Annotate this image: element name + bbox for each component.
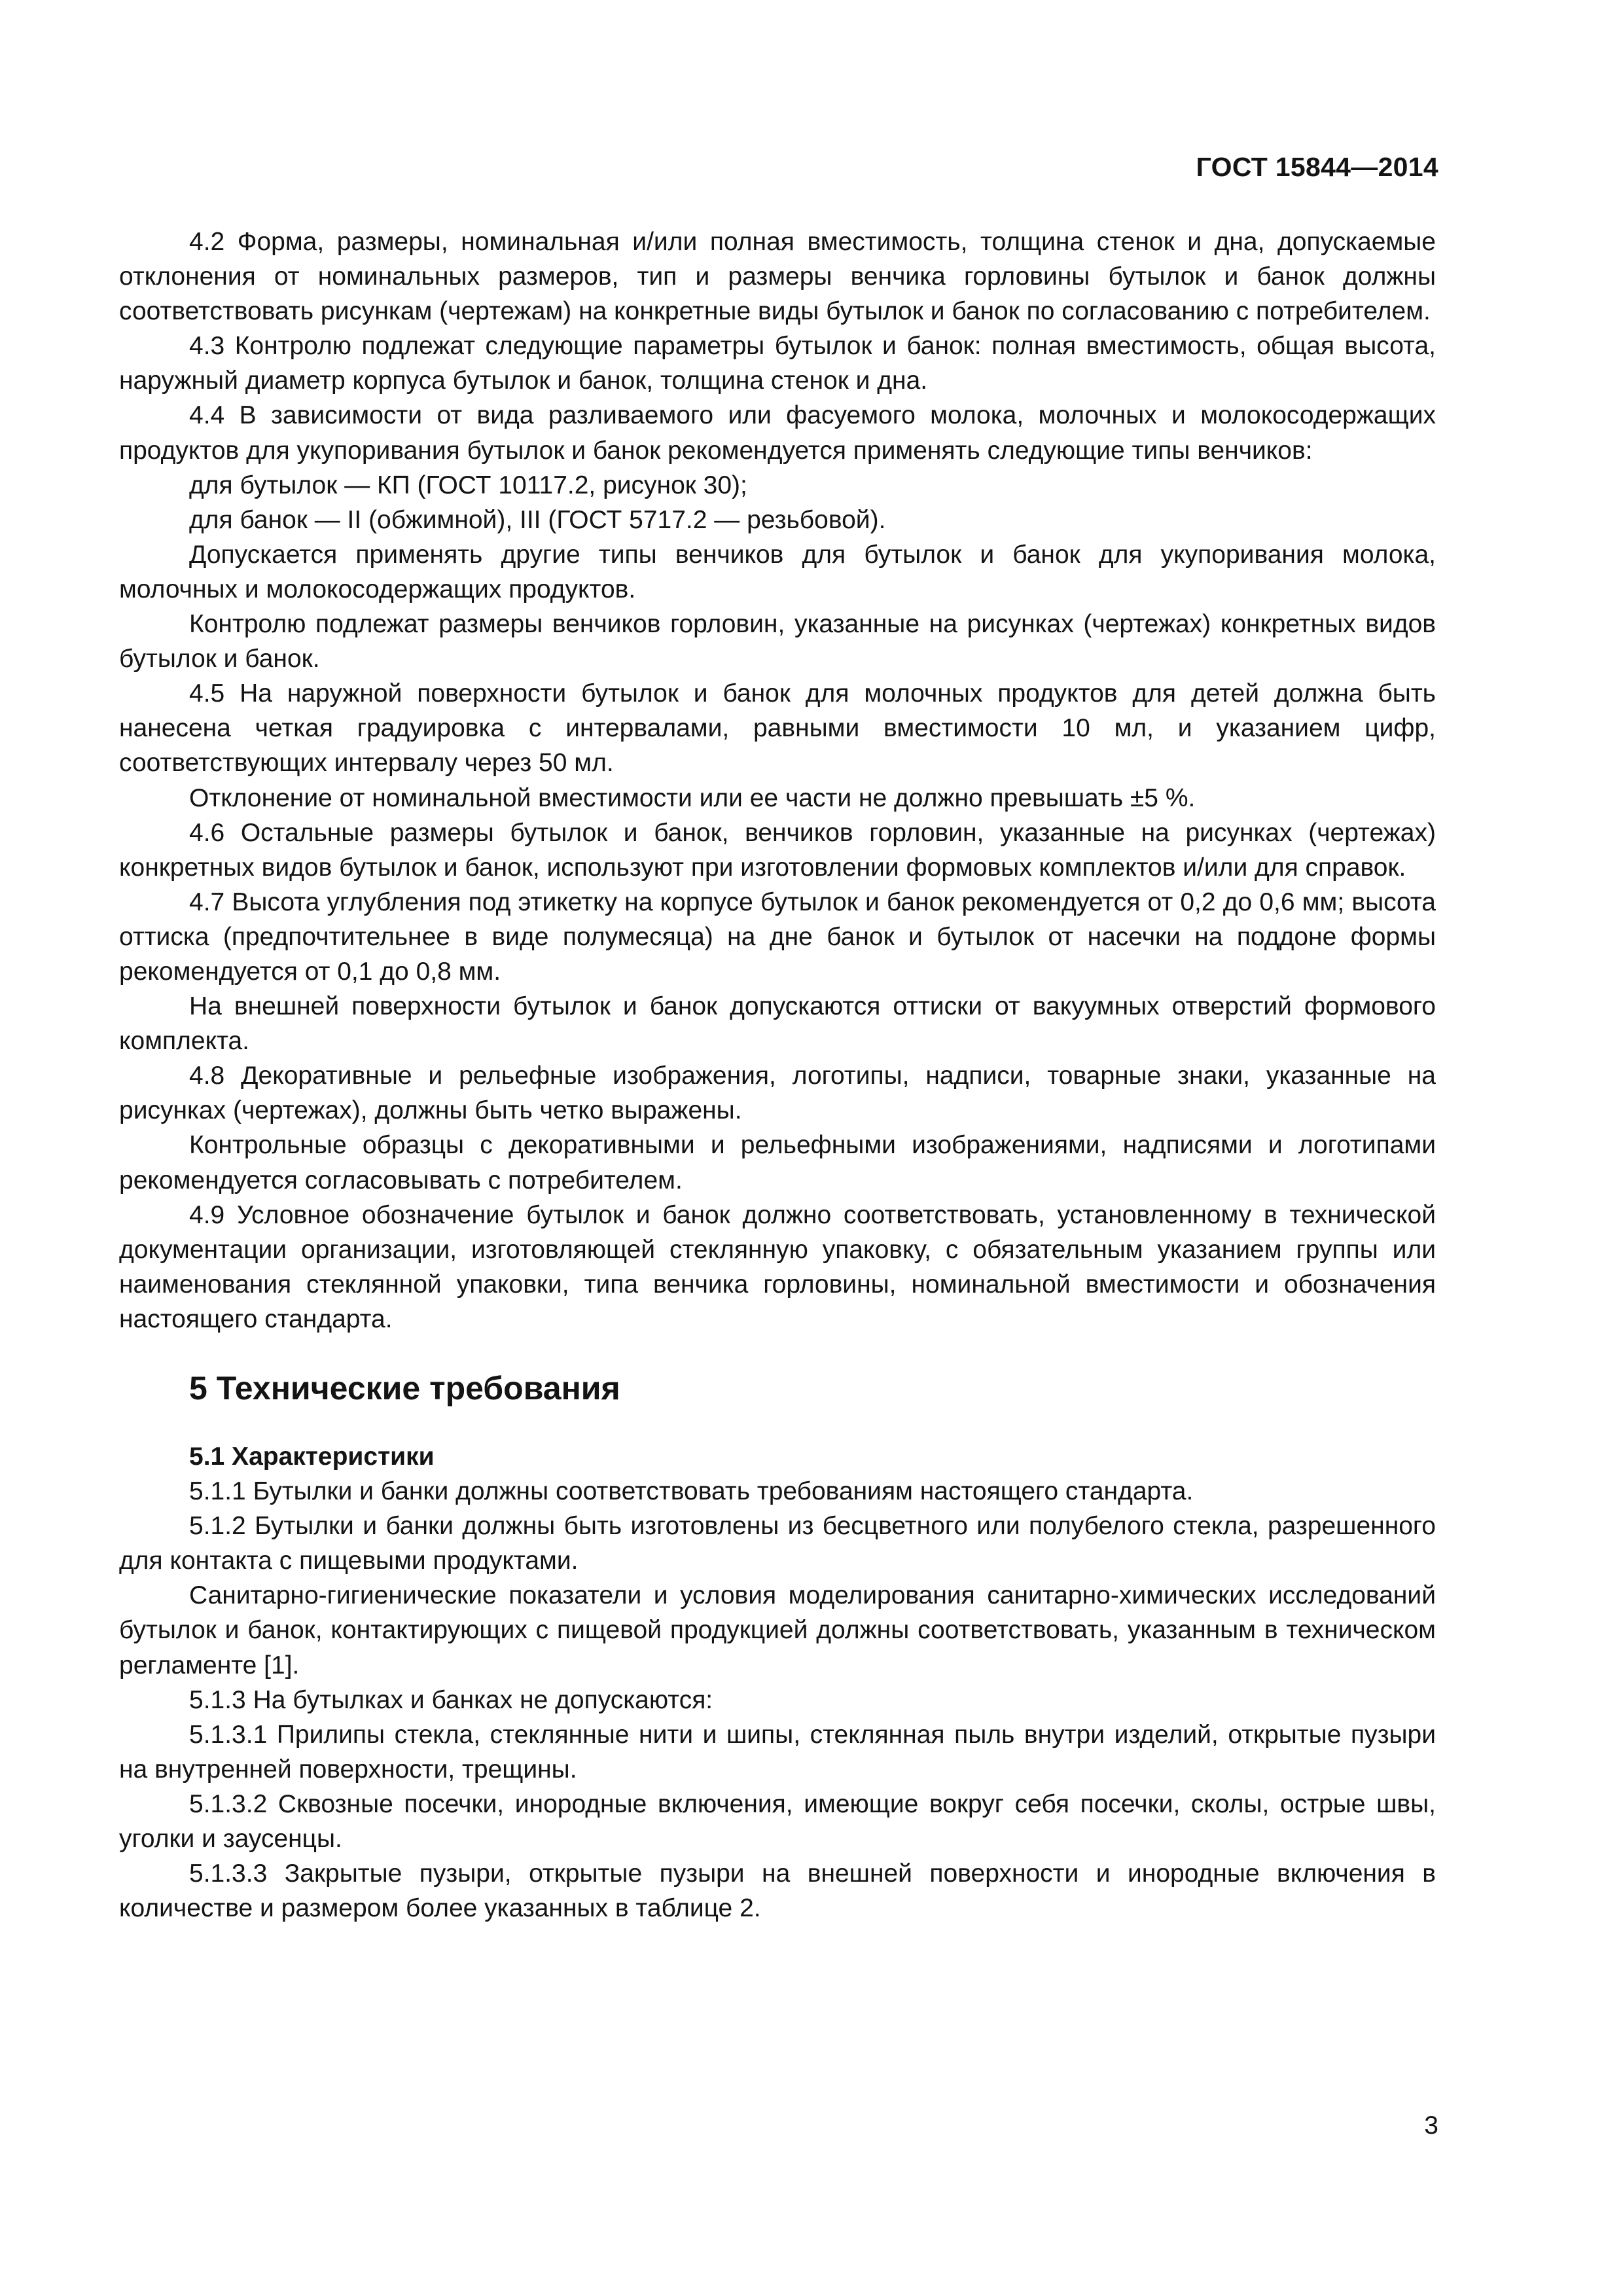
clause-4-9: 4.9 Условное обозначение бутылок и банок должно соответствовать, установленному в технической документации организации, изготовляющей стеклянную упаковку, с обязательным указанием группы или наименования стеклянной упаковки, типа венчика горловины, номинальной вместимости и обозначения настоящего стандарта. (119, 1200, 1436, 1333)
clause-4-5-deviation: Отклонение от номинальной вместимости или ее части не должно превышать ±5 %. (189, 783, 1196, 812)
clause-5-1-2: 5.1.2 Бутылки и банки должны быть изготовлены из бесцветного или полубелого стекла, разрешенного для контакта с пищевыми продуктами. (119, 1512, 1436, 1575)
clause-4-5: 4.5 На наружной поверхности бутылок и банок для молочных продуктов для детей должна быть нанесена четкая градуировка с интервалами, равными вместимости 10 мл, и указанием цифр, соответствующих интервалу через 50 мл. (119, 679, 1436, 778)
clause-4-7: 4.7 Высота углубления под этикетку на корпусе бутылок и банок рекомендуется от 0,2 до 0,6 мм; высота оттиска (предпочтительнее в виде полумесяца) на дне банок и бутылок от насечки на поддоне формы рекомендуется от 0,1 до 0,8 мм. (119, 888, 1436, 986)
clause-4-8: 4.8 Декоративные и рельефные изображения, логотипы, надписи, товарные знаки, указанные на рисунках (чертежах), должны быть четко выражены. (119, 1062, 1436, 1125)
clause-4-7-vacuum: На внешней поверхности бутылок и банок допускаются оттиски от вакуумных отверстий формового комплекта. (119, 992, 1436, 1056)
clause-4-6: 4.6 Остальные размеры бутылок и банок, венчиков горловин, указанные на рисунках (чертежах) конкретных видов бутылок и банок, используют при изготовлении формовых комплектов и/или для справок. (119, 818, 1436, 882)
clause-5-1-3-2: 5.1.3.2 Сквозные посечки, инородные включения, имеющие вокруг себя посечки, сколы, острые швы, уголки и заусенцы. (119, 1789, 1436, 1854)
document-body (119, 224, 1436, 1926)
document-code-header: ГОСТ 15844—2014 (1196, 152, 1438, 182)
clause-5-1-2-sanitary: Санитарно-гигиенические показатели и условия моделирования санитарно-химических исследований бутылок и банок, контактирующих с пищевой продукцией должны соответствовать, указанным в техническом регламенте [1]. (119, 1581, 1436, 1679)
section-5-heading: 5 Технические требования (189, 1370, 620, 1407)
clause-5-1-3-1: 5.1.3.1 Прилипы стекла, стеклянные нити и шипы, стеклянная пыль внутри изделий, открытые пузыри на внутренней поверхности, трещины. (119, 1720, 1436, 1784)
clause-5-1-3: 5.1.3 На бутылках и банках не допускаются: (189, 1685, 713, 1714)
clause-4-8-samples: Контрольные образцы с декоративными и рельефными изображениями, надписями и логотипами рекомендуется согласовывать с потребителем. (119, 1131, 1436, 1194)
subsection-5-1-heading: 5.1 Характеристики (189, 1443, 435, 1471)
clause-4-4-control: Контролю подлежат размеры венчиков горловин, указанные на рисунках (чертежах) конкретных видов бутылок и банок. (119, 610, 1436, 673)
clause-4-4-bottles: для бутылок — КП (ГОСТ 10117.2, рисунок 30); (189, 471, 747, 499)
clause-4-2: 4.2 Форма, размеры, номинальная и/или полная вместимость, толщина стенок и дна, допускаемые отклонения от номинальных размеров, тип и размеры венчика горловины бутылок и банок должны соответствовать рисункам (чертежам) на конкретные виды бутылок и банок по согласованию с потребителем. (119, 228, 1436, 326)
clause-4-4-other-types: Допускается применять другие типы венчиков для бутылок и банок для укупоривания молока, молочных и молокосодержащих продуктов. (119, 540, 1436, 603)
clause-4-4-jars: для банок — II (обжимной), III (ГОСТ 5717.2 — резьбовой). (189, 505, 886, 534)
clause-5-1-3-3: 5.1.3.3 Закрытые пузыри, открытые пузыри на внешней поверхности и инородные включения в количестве и размером более указанных в таблице 2. (119, 1859, 1436, 1923)
clause-4-3: 4.3 Контролю подлежат следующие параметры бутылок и банок: полная вместимость, общая высота, наружный диаметр корпуса бутылок и банок, толщина стенок и дна. (119, 332, 1436, 395)
clause-4-4: 4.4 В зависимости от вида разливаемого или фасуемого молока, молочных и молокосодержащих продуктов для укупоривания бутылок и банок рекомендуется применять следующие типы венчиков: (119, 401, 1436, 465)
page-number: 3 (1424, 2111, 1438, 2140)
clause-5-1-1: 5.1.1 Бутылки и банки должны соответствовать требованиям настоящего стандарта. (189, 1477, 1194, 1506)
